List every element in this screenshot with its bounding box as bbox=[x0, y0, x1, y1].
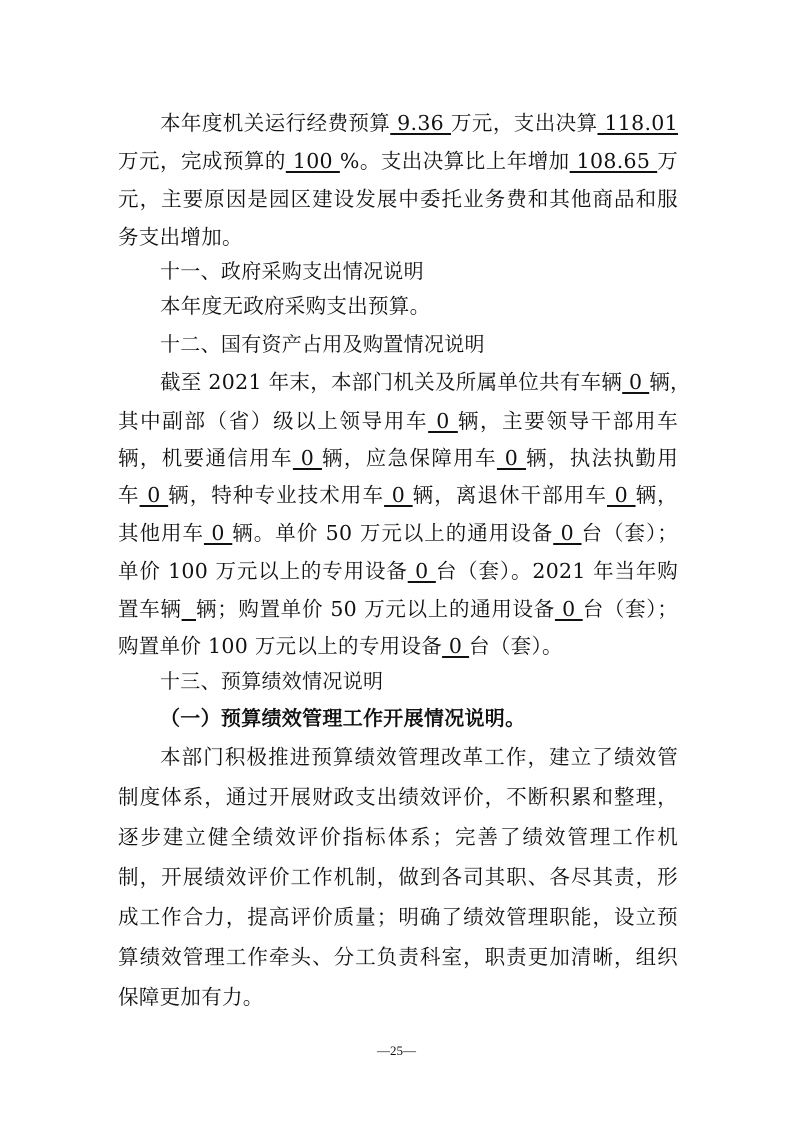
paragraph-line bbox=[118, 552, 678, 590]
underlined-value: 0 bbox=[407, 559, 436, 583]
text-segment: 万元，完成预算的 bbox=[118, 149, 286, 173]
text-segment: 十三、预算绩效情况说明 bbox=[160, 669, 384, 693]
paragraph-line bbox=[118, 590, 678, 628]
underlined-value: 0 bbox=[292, 446, 323, 470]
text-segment: （一）预算绩效管理工作开展情况说明。 bbox=[160, 706, 526, 730]
text-segment: 制度体系，通过开展财政支出绩效评价，不断积累和整理， bbox=[118, 785, 678, 809]
text-segment: 万元，支出决算 bbox=[450, 111, 598, 135]
underlined-value: 9.36 bbox=[390, 111, 451, 135]
text-segment: 本年度无政府采购支出预算。 bbox=[160, 294, 431, 318]
paragraph-line bbox=[118, 439, 678, 477]
underlined-value: 0 bbox=[203, 521, 233, 545]
paragraph-line bbox=[160, 104, 678, 142]
text-segment: 台（套）； bbox=[582, 597, 679, 621]
underlined-value: 0 bbox=[384, 483, 413, 507]
text-segment: 其中副部（省）级以上领导用车 bbox=[118, 409, 429, 433]
underlined-value: 0 bbox=[622, 370, 650, 394]
text-segment: 单价 100 万元以上的专用设备 bbox=[118, 559, 408, 583]
text-segment: 辆，应急保障用车 bbox=[322, 446, 497, 470]
paragraph-line bbox=[160, 363, 691, 401]
underlined-value bbox=[182, 597, 196, 621]
paragraph-line bbox=[118, 142, 678, 180]
text-segment: 元，主要原因是园区建设发展中委托业务费和其他商品和服 bbox=[118, 187, 678, 211]
paragraph-line bbox=[118, 218, 678, 256]
text-segment: 辆，主要领导干部用车 bbox=[457, 409, 678, 433]
text-segment: 辆；购置单价 50 万元以上的通用设备 bbox=[196, 597, 555, 621]
paragraph-line bbox=[118, 514, 678, 552]
text-segment: 十一、政府采购支出情况说明 bbox=[160, 259, 424, 283]
text-segment: 辆，特种专业技术用车 bbox=[168, 483, 385, 507]
text-segment: 本部门积极推进预算绩效管理改革工作，建立了绩效管 bbox=[160, 745, 678, 769]
text-segment: 辆，离退休干部用车 bbox=[412, 483, 607, 507]
text-segment: 成工作合力，提高评价质量；明确了绩效管理职能，设立预 bbox=[118, 905, 678, 929]
section-heading bbox=[160, 252, 678, 290]
section-heading bbox=[160, 325, 678, 363]
text-segment: 辆，机要通信用车 bbox=[118, 446, 293, 470]
text-segment: 辆，执法执勤用 bbox=[526, 446, 679, 470]
paragraph-line bbox=[118, 818, 678, 856]
paragraph-line bbox=[118, 858, 678, 896]
text-segment: 截至 2021 年末，本部门机关及所属单位共有车辆 bbox=[160, 370, 623, 394]
text-segment: 购置单价 100 万元以上的专用设备 bbox=[118, 634, 443, 658]
underlined-value: 100 bbox=[285, 149, 340, 173]
paragraph-line bbox=[118, 778, 678, 816]
text-segment: 算绩效管理工作牵头、分工负责科室，职责更加清晰，组织 bbox=[118, 945, 678, 969]
paragraph-line bbox=[118, 180, 678, 218]
paragraph-line bbox=[160, 287, 678, 325]
text-segment: %。支出决算比上年增加 bbox=[339, 149, 570, 173]
paragraph-line bbox=[118, 898, 678, 936]
text-segment: 十二、国有资产占用及购置情况说明 bbox=[160, 332, 485, 356]
section-heading bbox=[160, 662, 678, 700]
paragraph-line bbox=[118, 938, 678, 976]
paragraph-line bbox=[160, 738, 678, 776]
text-segment: 制，开展绩效评价工作机制，做到各司其职、各尽其责，形 bbox=[118, 865, 678, 889]
paragraph-line bbox=[118, 402, 678, 440]
text-segment: 务支出增加。 bbox=[118, 225, 243, 249]
underlined-value: 0 bbox=[428, 409, 458, 433]
text-segment: 车 bbox=[118, 483, 140, 507]
paragraph-line bbox=[118, 627, 678, 665]
text-segment: 保障更加有力。 bbox=[118, 985, 264, 1009]
text-segment: 本年度机关运行经费预算 bbox=[160, 111, 391, 135]
underlined-value: 0 bbox=[496, 446, 527, 470]
text-segment: 万 bbox=[657, 149, 679, 173]
underlined-value: 0 bbox=[554, 597, 583, 621]
underlined-value: 118.01 bbox=[597, 111, 678, 135]
text-segment: 辆， bbox=[649, 370, 691, 394]
text-segment: 逐步建立健全绩效评价指标体系；完善了绩效管理工作机 bbox=[118, 825, 678, 849]
text-segment: 辆。单价 50 万元以上的通用设备 bbox=[232, 521, 554, 545]
underlined-value: 0 bbox=[607, 483, 636, 507]
page-number: —25— bbox=[377, 1043, 416, 1058]
underlined-value: 0 bbox=[553, 521, 582, 545]
underlined-value: 0 bbox=[442, 634, 470, 658]
text-segment: 其他用车 bbox=[118, 521, 204, 545]
underlined-value: 0 bbox=[139, 483, 169, 507]
text-segment: 台（套）； bbox=[581, 521, 679, 545]
text-segment: 置车辆 bbox=[118, 597, 182, 621]
text-segment: 台（套）。 bbox=[469, 634, 563, 658]
underlined-value: 108.65 bbox=[569, 149, 658, 173]
subsection-heading bbox=[160, 699, 678, 737]
paragraph-line bbox=[118, 978, 678, 1016]
text-segment: 台（套）。2021 年当年购 bbox=[435, 559, 678, 583]
paragraph-line bbox=[118, 476, 678, 514]
text-segment: 辆， bbox=[635, 483, 678, 507]
